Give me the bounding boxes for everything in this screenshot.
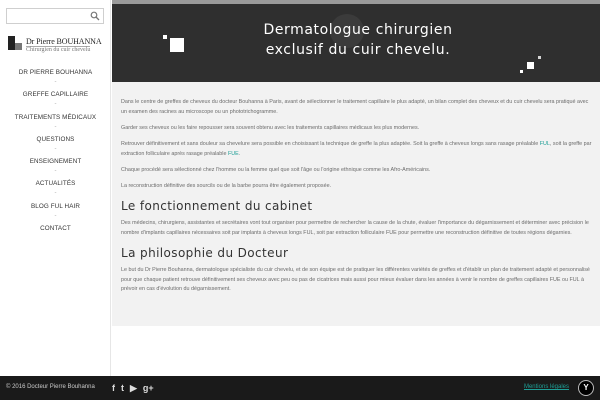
nav-separator: - — [54, 212, 57, 219]
nav-separator: - — [54, 190, 57, 197]
logo-subtitle: Chirurgien du cuir chevelu — [26, 47, 91, 53]
sidebar — [0, 0, 111, 376]
social-links — [112, 382, 154, 394]
decor-square-icon — [520, 70, 523, 73]
nav-item-label: GREFFE CAPILLAIRE — [22, 91, 89, 99]
nav-item-blog-ful-hair[interactable] — [0, 202, 111, 224]
nav-item-label: ACTUALITÉS — [35, 180, 76, 188]
banner-title-line1: Dermatologue chirurgien — [263, 22, 453, 38]
legal-notice-link[interactable]: Mentions légales — [523, 384, 569, 390]
nav-item-label: ENSEIGNEMENT — [29, 158, 82, 166]
nav-item-label: QUESTIONS — [36, 135, 75, 143]
twitter-icon[interactable]: t — [121, 383, 124, 393]
paragraph-text: , soit la greffe par extraction folliculaire après rasage préalable — [121, 140, 592, 157]
nav-item-greffe-capillaire[interactable] — [0, 90, 111, 112]
paragraph-text: Retrouver définitivement et sans douleur sa chevelure sera possible en choisissant la technique de greffe la plus adaptée. Soit la greffe à cheveux longs sans rasage préalable — [121, 140, 540, 147]
paragraph-text: . — [238, 150, 241, 157]
search-input[interactable] — [7, 9, 87, 23]
nav-separator: - — [54, 123, 57, 130]
fue-link[interactable]: FUE — [227, 150, 239, 157]
logo-title: Dr Pierre BOUHANNA — [26, 37, 102, 46]
nav-item-enseignement[interactable] — [0, 157, 111, 179]
nav-separator: - — [54, 168, 57, 175]
main-nav — [0, 68, 111, 246]
hero-banner — [112, 0, 600, 82]
nav-separator: - — [54, 145, 57, 152]
paragraph-philosophie: Le but du Dr Pierre Bouhanna, dermatologue spécialiste du cuir chevelu, et de son équipe est de pratiquer les différentes variétés de greffes et d'établir un plan de traitement adapté et personnalisé pour que chaque patient retrouve définitivement ses cheveux avec peu ou pas de cicatrices mais aussi pour mieux évaluer dans les années à venir le nombre de greffes capillaires FUE ou FUL à prévoir en cas d'évolution du dégarnissement. — [121, 266, 590, 293]
google-plus-icon[interactable]: g+ — [142, 383, 154, 393]
youtube-icon[interactable]: ▶ — [130, 383, 137, 393]
paragraph-selection: Chaque procédé sera sélectionné chez l'homme ou la femme quel que soit l'âge ou l'origine ethnique comme les Afro-Américains. — [121, 166, 431, 173]
heading-philosophie: La philosophie du Docteur — [121, 245, 289, 260]
facebook-icon[interactable]: f — [112, 383, 115, 393]
paragraph-reconstruction: La reconstruction définitive des sourcils ou de la barbe pourra être également proposée. — [121, 182, 332, 189]
banner-title — [232, 20, 484, 60]
scroll-top-button[interactable]: Y — [578, 380, 594, 396]
search-icon[interactable] — [90, 11, 100, 21]
decor-square-icon — [163, 35, 167, 39]
logo[interactable] — [8, 36, 108, 54]
copyright: © 2016 Docteur Pierre Bouhanna — [6, 384, 95, 390]
nav-item-label: TRAITEMENTS MÉDICAUX — [14, 113, 97, 121]
nav-item-traitements-medicaux[interactable] — [0, 113, 111, 135]
decor-square-icon — [170, 38, 184, 52]
article — [121, 98, 593, 301]
footer — [0, 376, 600, 400]
search-box[interactable] — [6, 8, 104, 24]
nav-separator: - — [54, 101, 57, 108]
nav-item-questions[interactable] — [0, 135, 111, 157]
main-content — [112, 82, 600, 376]
paragraph-graft-techniques — [121, 140, 593, 159]
nav-item-label: CONTACT — [40, 225, 71, 233]
paragraph-fonctionnement: Des médecins, chirurgiens, assistantes et secrétaires vont tout organiser pour permettre de rechercher la cause de la chute, évaluer l'importance du dégarnissement et déterminer avec précision le nombre d'implants capillaires nécessaires soit par implants à cheveux longs FUL, soit par extraction folliculaire FUE pour permettre une reconstruction définitive de toutes régions dégarnies. — [121, 220, 589, 236]
banner-title-line2: exclusif du cuir chevelu. — [265, 42, 451, 58]
nav-item-label: BLOG FUL HAIR — [30, 202, 80, 210]
heading-fonctionnement: Le fonctionnement du cabinet — [121, 199, 313, 214]
ful-link[interactable]: FUL — [539, 140, 550, 147]
nav-item-dr-pierre-bouhanna[interactable] — [0, 68, 111, 90]
nav-item-actualites[interactable] — [0, 179, 111, 201]
content-bottom-area — [112, 326, 600, 376]
paragraph-intro: Dans le centre de greffes de cheveux du docteur Bouhanna à Paris, avant de sélectionner le traitement capillaire le plus adapté, un bilan complet des cheveux et du cuir chevelu sera pratiqué avec un examen des racines au microscope ou un phototrichogramme. — [121, 99, 589, 115]
paragraph-treatments: Garder ses cheveux ou les faire repousser sera souvent obtenu avec les traitements capillaires médicaux les plus modernes. — [121, 124, 420, 131]
nav-item-contact[interactable] — [0, 224, 111, 246]
decor-square-icon — [527, 62, 534, 69]
decor-square-icon — [538, 56, 541, 59]
nav-separator: - — [54, 79, 57, 85]
logo-mark-icon — [8, 36, 22, 50]
nav-item-label: DR PIERRE BOUHANNA — [18, 69, 93, 76]
banner-top-strip — [112, 0, 600, 4]
